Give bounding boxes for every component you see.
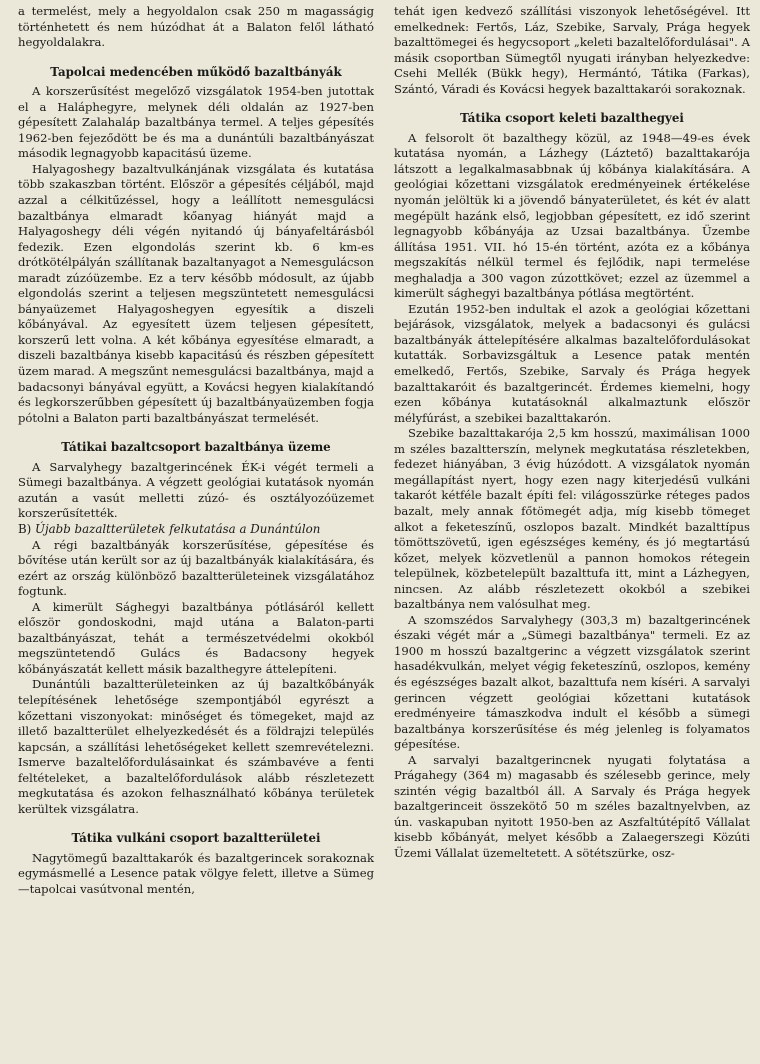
left-column xyxy=(18,4,374,1064)
section-heading: Tátika csoport keleti bazalthegyei xyxy=(460,111,684,126)
subsection-heading xyxy=(18,522,374,538)
paragraph: A felsorolt öt bazalthegy közül, az 1948—49-es évek kutatása nyomán, a Lázhegy (Láztető) bazalttakarója látszott a legalkalmasabbnak új kőbánya kialakítására. A geológiai kőzettani vizsgálatok eredményeinek értékelése nyomán jelöltük ki a jövendő bányaterületet, és két év alatt megépült hazánk első, legjobban gépesített, ez idő szerint legnagyobb kőbányája az Uzsai bazaltbánya. Üzembe állítása 1951. VII. hó 15-én történt, azóta ez a kőbánya megszakítás nélkül termel és fejlődik, napi termelése meghaladja a 300 vagon zúzottkövet; ezzel az üzemmel a kimerült sághegyi bazaltbánya pótlása megtörtént. xyxy=(394,130,750,301)
subsection-label: B) xyxy=(18,521,32,536)
paragraph: Nagytömegű bazalttakarók és bazaltgerincek sorakoznak egymásmellé a Lesence patak völgye felett, illetve a Sümeg—tapolcai vasútvonal mentén, xyxy=(18,850,374,896)
paragraph: A korszerűsítést megelőző vizsgálatok 1954-ben jutottak el a Haláphegyre, melynek déli oldalán az 1927-ben gépesített Zalahaláp bazaltbánya termel. A teljes gépesítés 1962-ben fejeződött be és ma a dunántúli bazaltbányászat második legnagyobb kapacitású üzeme. xyxy=(18,84,374,161)
paragraph: Halyagoshegy bazaltvulkánjának vizsgálata és kutatása több szakaszban történt. Először a gépesítés céljából, majd azzal a célkitűzéssel, hogy a leállított nemesgulácsi bazaltbánya elmaradt kőanyag hiányát majd a Halyagoshegy déli végén nyitandó új bányafeltárásból fedezik. Ezen elgondolás szerint kb. 6 km-es drótkötélpályán szállítanak bazaltanyagot a Nemesgulácson maradt zúzóüzembe. Ez a terv később módosult, az újabb elgondolás szerint a teljesen megszüntetett nemesgulácsi bányaüzemet Halyagoshegyen egyesítik a diszeli kőbányával. Az egyesített üzem teljesen gépesített, korszerű lett volna. A két kőbánya egyesítése elmaradt, a diszeli bazaltbánya kisebb kapacitású és részben gépesített üzem marad. A megszűnt nemesgulácsi bazaltbánya, majd a badacsonyi bányával együtt, a Kovácsi hegyen kialakítandó és legkorszerűbben gépesített új bazaltbányaüzemben fogja pótolni a Balaton parti bazaltbányászat termelését. xyxy=(18,161,374,425)
paragraph: Ezután 1952-ben indultak el azok a geológiai kőzettani bejárások, vizsgálatok, melyek a badacsonyi és gulácsi bazaltbányák áttelepítésére alkalmas bazaltelőfordulásokat kutatták. Sorbavizsgáltuk a Lesence patak mentén emelkedő, Fertős, Szebike, Sarvaly és Prága hegyek bazalttakaróit és bazaltgerincét. Érdemes kiemelni, hogy ezen kőbánya kutatásoknál alkalmaztunk először mélyfúrást, a szebikei bazalttakarón. xyxy=(394,301,750,425)
paragraph: A régi bazaltbányák korszerűsítése, gépesítése és bővítése után került sor az új bazaltbányák kialakítására, és ezért az ország különböző bazaltterületeinek vizsgálatához fogtunk. xyxy=(18,537,374,599)
paragraph: A Sarvalyhegy bazaltgerincének ÉK-i végét termeli a Sümegi bazaltbánya. A végzett geológiai kutatások nyomán azután a vasút melletti zúzó- és osztályozóüzemet korszerűsítették. xyxy=(18,459,374,521)
right-column xyxy=(394,4,750,1064)
paragraph: A sarvalyi bazaltgerincnek nyugati folytatása a Prágahegy (364 m) magasabb és szélesebb gerince, mely szintén végig bazaltból áll. A Sarvaly és Prága hegyek bazaltgerinceit összekötő 50 m széles bazaltnyelvben, az ún. vaskapuban nyitott 1950-ben az Aszfaltútépítő Vállalat kisebb kőbányát, melyet később a Zalaegerszegi Közúti Üzemi Vállalat üzemeltetett. A sötétszürke, osz- xyxy=(394,752,750,860)
section-heading: Tátikai bazaltcsoport bazaltbánya üzeme xyxy=(61,440,331,455)
section-heading: Tapolcai medencében működő bazaltbányák xyxy=(50,64,342,79)
paragraph: A szomszédos Sarvalyhegy (303,3 m) bazaltgerincének északi végét már a „Sümegi bazaltbánya" termeli. Ez az 1900 m hosszú bazaltgerinc a végzett vizsgálatok szerint hasadékvulkán, melyet végig feketeszínű, oszlopos, kemény és egészséges bazalt alkot, bazalttufa nem kíséri. A sarvalyi gerincen végzett geológiai kőzettani kutatások eredményeire támaszkodva indult el később a sümegi bazaltbánya korszerűsítése és még jelenleg is folyamatos gépesítése. xyxy=(394,612,750,752)
paragraph: Dunántúli bazaltterületeinken az új bazaltkőbányák telepítésének lehetősége szempontjából egyrészt a kőzettani viszonyokat: minőséget és tömegeket, majd az illető bazaltterület elhelyezkedését és a földrajzi település kapcsán, a szállítási lehetőségeket kellett szemrevételezni. Ismerve bazaltelőfordulásainkat és számbavéve a fenti feltételeket, a bazaltelőfordulások alább részletezett megkutatása és azokon felhasználható kőbánya területek kerültek vizsgálatra. xyxy=(18,677,374,816)
section-heading: Tátika vulkáni csoport bazaltterületei xyxy=(71,831,321,846)
paragraph: A kimerült Sághegyi bazaltbánya pótlásáról kellett először gondoskodni, majd utána a Balaton-parti bazaltbányászat, tehát a természetvédelmi okokból megszüntetendő Gulács és Badacsony hegyek kőbányászatát kellett másik bazalthegyre áttelepíteni. xyxy=(18,599,374,676)
subsection-title: Újabb bazaltterületek felkutatása a Dunántúlon xyxy=(35,521,321,536)
paragraph: Szebike bazalttakarója 2,5 km hosszú, maximálisan 1000 m széles bazaltterszín, melynek megkutatása részletekben, fedezet hiányában, 3 évig húzódott. A vizsgálatok nyomán megállapítást nyert, hogy ezen nagy kiterjedésű vulkáni takarót kétféle bazalt építi fel: világosszürke réteges pados bazalt, mely annak főtömegét adja, míg kisebb tömeget alkot a feketeszínű, oszlopos bazalt. Mindkét bazalttípus tömöttszövetű, igen egészséges kemény, és jó megtartású kőzet, melyek közvetlenül a pannon homokos rétegein települnek, közbetelepült bazalttufa itt, mint a Lázhegyen, nincsen. Az alább részletezett okokból a szebikei bazaltbánya nem valósulhat meg. xyxy=(394,426,750,612)
paragraph: a termelést, mely a hegyoldalon csak 250 m magasságig történhetett és nem húzódhat át a Balaton felől látható hegyoldalakra. xyxy=(18,4,374,50)
paragraph: tehát igen kedvező szállítási viszonyok lehetőségével. Itt emelkednek: Fertős, Láz, Szebike, Sarvaly, Prága hegyek bazalttömegei és hegycsoport „keleti bazaltelőfordulásai". A másik csoportban Sümegtől nyugati irányban helyezkedve: Csehi Mellék (Bükk hegy), Hermántó, Tátika (Farkas), Szántó, Váradi és Kovácsi hegyek bazalttakarói sorakoznak. xyxy=(394,4,750,96)
